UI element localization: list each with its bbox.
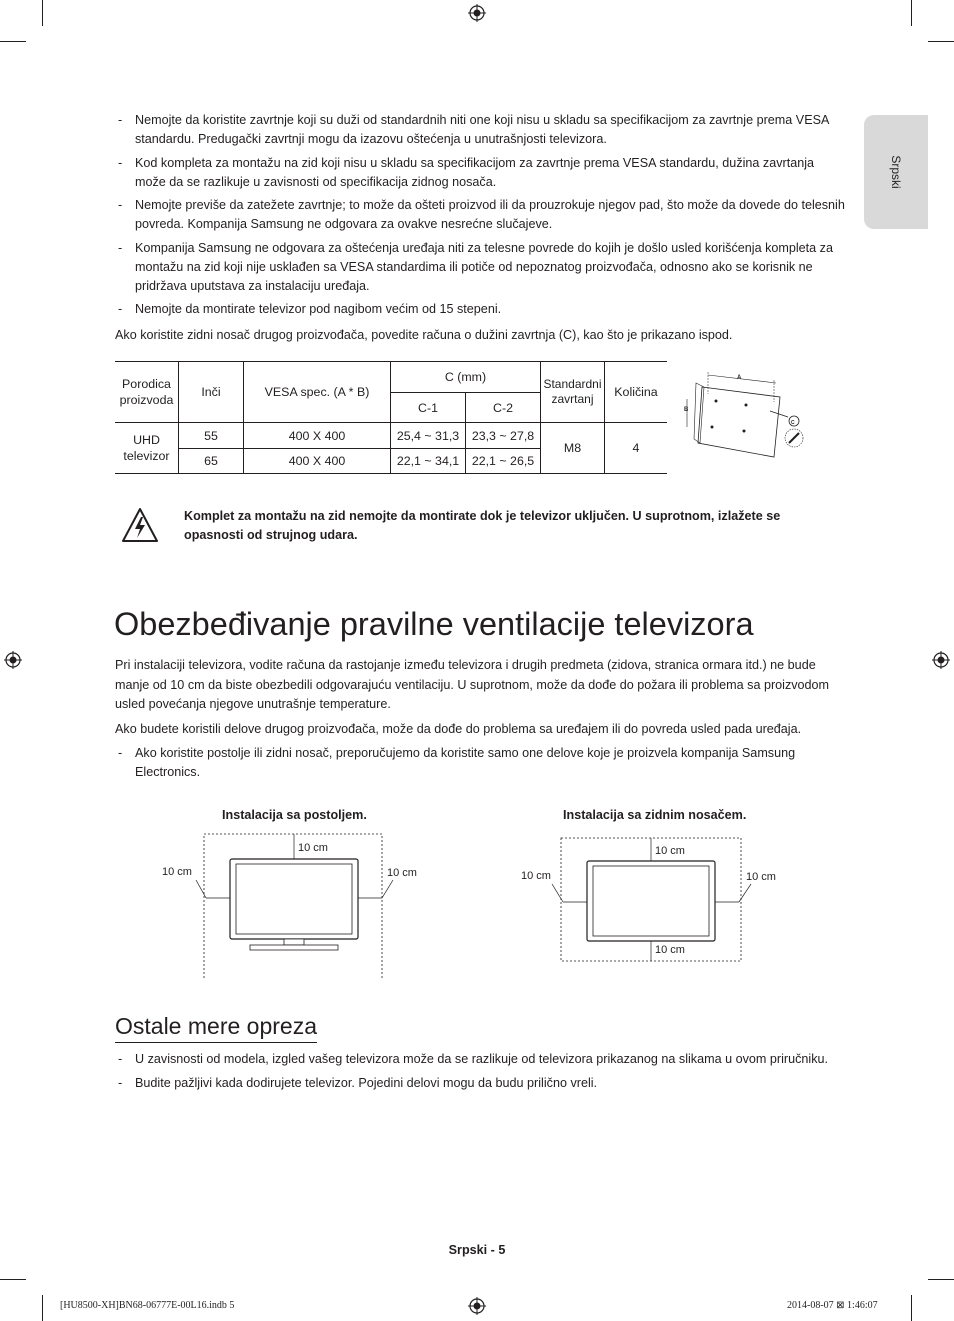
vesa-spec-table <box>115 361 667 474</box>
table-cell: 25,4 ~ 31,3 <box>391 423 466 449</box>
table-cell: 55 <box>179 423 244 449</box>
list-item: - Ako koristite postolje ili zidni nosač, preporučujemo da koristite samo one delove koje je proizvela kompanija Samsung Electronics. <box>118 746 796 779</box>
list-item: - Nemojte da koristite zavrtnje koji su duži od standardnih niti one koji nisu u skladu sa specifikacijom za zavrtnje prema VESA standardu. Predugački zavrtnji mogu da izazovu oštećenja u unutrašnjosti televizora. <box>118 113 829 146</box>
wall-installation-diagram <box>518 836 788 966</box>
table-cell: 65 <box>179 449 244 474</box>
clearance-left-label: 10 cm <box>162 866 192 878</box>
crop-mark <box>0 1279 26 1280</box>
clearance-right-label: 10 cm <box>746 871 776 883</box>
list-item: - Kod kompleta za montažu na zid koji nisu u skladu sa specifikacijom za zavrtnje prema VESA standardu, dužina zavrtanja može da se razlikuje u zavisnosti od specifikacija zidnog nosača. <box>118 155 815 189</box>
header-screw: Standardni zavrtanj <box>541 362 605 423</box>
stand-figure-caption: Instalacija sa postoljem. <box>222 808 367 822</box>
electric-shock-warning-icon <box>121 507 159 543</box>
header-vesa: VESA spec. (A * B) <box>244 362 391 423</box>
header-c1: C-1 <box>391 393 466 423</box>
print-file-info: [HU8500-XH]BN68-06777E-00L16.indb 5 <box>60 1300 235 1311</box>
warning-text: Komplet za montažu na zid nemojte da montirate dok je televizor uključen. U suprotnom, izlažete se opasnosti od strujnog udara. <box>184 509 781 542</box>
language-side-tab-label: Srpski <box>889 155 903 189</box>
family-cell: UHD televizor <box>115 423 179 474</box>
screw-warnings-list <box>115 111 845 324</box>
page-number: Srpski - 5 <box>448 1243 506 1257</box>
registration-mark-icon <box>468 4 486 22</box>
list-item: - Kompanija Samsung ne odgovara za oštećenja uređaja niti za telesne povrede do kojih je došlo usled korišćenja kompleta za montažu na zid koji nije usklađen sa VESA standardima ili potiče od nepoznatog proizvođača, odnosno ako se korisnik ne pridržava uputstava za instalaciju uređaja. <box>118 240 833 293</box>
precautions-list <box>115 1050 845 1097</box>
header-inch: Inči <box>179 362 244 423</box>
ventilation-paragraph-1: Pri instalaciji televizora, vodite računa da rastojanje između televizora i drugih predmeta (zidova, stranica ormara itd.) ne bude manje od 10 cm da biste obezbedili odgovarajuću ventilaciju. U suprotnom, može da dođe do požara ili problema sa proizvodom usled povećanja njegove unutrašnje temperature. <box>115 658 830 711</box>
clearance-left-label: 10 cm <box>521 870 551 882</box>
language-side-tab <box>864 115 928 229</box>
ventilation-list <box>115 744 845 787</box>
dimension-a-label: A <box>737 375 742 381</box>
header-qty: Količina <box>605 362 668 423</box>
section-title: Obezbeđivanje pravilne ventilacije televizora <box>114 606 754 642</box>
crop-mark <box>928 1279 954 1280</box>
table-cell: 23,3 ~ 27,8 <box>466 423 541 449</box>
table-cell: 22,1 ~ 34,1 <box>391 449 466 474</box>
registration-mark-icon <box>932 651 950 669</box>
table-cell: 400 X 400 <box>244 423 391 449</box>
dimension-b-label: B <box>684 407 689 413</box>
wall-figure-caption: Instalacija sa zidnim nosačem. <box>563 808 747 822</box>
header-family: Porodica proizvoda <box>115 362 179 423</box>
crop-mark <box>42 0 43 26</box>
wall-mount-diagram <box>682 369 812 464</box>
registration-mark-icon <box>4 651 22 669</box>
table-intro-text: Ako koristite zidni nosač drugog proizvođača, povedite računa o dužini zavrtnja (C), kao što je prikazano ispod. <box>115 328 733 342</box>
clearance-right-label: 10 cm <box>387 867 417 879</box>
clearance-bottom-label: 10 cm <box>655 944 685 956</box>
ventilation-paragraph-2: Ako budete koristili delove drugog proizvođača, može da dođe do problema sa uređajem ili do povreda usled pada uređaja. <box>115 722 802 736</box>
crop-mark <box>911 0 912 26</box>
list-item: - U zavisnosti od modela, izgled vašeg televizora može da se razlikuje od televizora prikazanog na slikama u ovom priručniku. <box>118 1052 828 1066</box>
stand-installation-diagram <box>158 832 428 982</box>
subsection-title: Ostale mere opreza <box>115 1010 317 1043</box>
registration-mark-icon <box>468 1297 486 1315</box>
crop-mark <box>928 41 954 42</box>
list-item: - Budite pažljivi kada dodirujete televizor. Pojedini delovi mogu da budu prilično vreli. <box>118 1075 598 1090</box>
table-cell: 400 X 400 <box>244 449 391 474</box>
list-item: - Nemojte previše da zatežete zavrtnje; to može da ošteti proizvod ili da prouzrokuje njegov pad, što može da dovede do telesnih povreda. Kompanija Samsung ne odgovara za ovakve nesrećne slučajeve. <box>118 198 845 231</box>
clearance-top-label: 10 cm <box>298 842 328 854</box>
table-cell: 22,1 ~ 26,5 <box>466 449 541 474</box>
header-c2: C-2 <box>466 393 541 423</box>
print-date-info: 2014-08-07 ⊠ 1:46:07 <box>787 1300 878 1311</box>
crop-mark <box>911 1295 912 1321</box>
list-item: - Nemojte da montirate televizor pod nagibom većim od 15 stepeni. <box>118 302 502 316</box>
clearance-top-label: 10 cm <box>655 845 685 857</box>
screw-cell: M8 <box>541 423 605 474</box>
crop-mark <box>42 1295 43 1321</box>
dimension-c-label: C <box>791 420 795 426</box>
header-c: C (mm) <box>391 362 541 393</box>
crop-mark <box>0 41 26 42</box>
qty-cell: 4 <box>605 423 668 474</box>
